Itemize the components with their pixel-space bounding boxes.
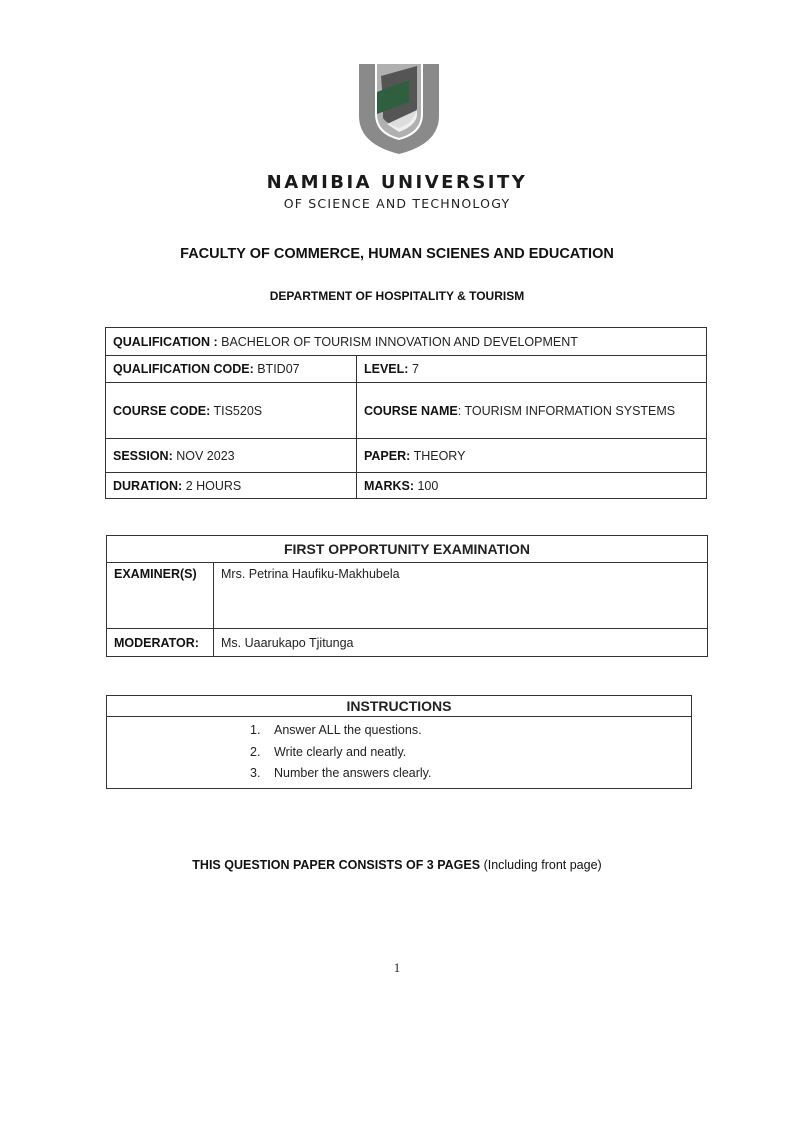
department-heading: DEPARTMENT OF HOSPITALITY & TOURISM xyxy=(269,289,525,303)
session-label: SESSION: xyxy=(113,448,173,463)
qualification-value: BACHELOR OF TOURISM INNOVATION AND DEVELOPMENT xyxy=(221,334,578,349)
instruction-item: 3. Number the answers clearly. xyxy=(250,766,432,780)
moderator-value: Ms. Uaarukapo Tjitunga xyxy=(214,629,708,657)
paper-value: THEORY xyxy=(413,448,466,463)
page-count-note xyxy=(0,858,794,872)
university-name: NAMIBIA UNIVERSITY xyxy=(266,172,528,193)
university-subtitle: OF SCIENCE AND TECHNOLOGY xyxy=(283,196,511,211)
level-label: LEVEL: xyxy=(364,362,409,376)
examiner-label: EXAMINER(S) xyxy=(107,563,214,629)
duration-value: 2 HOURS xyxy=(185,478,242,493)
page-number: 1 xyxy=(393,960,401,975)
course-name-cell xyxy=(357,383,707,439)
paper-cell xyxy=(357,439,707,473)
duration-cell xyxy=(106,473,357,499)
level-value: 7 xyxy=(411,362,419,376)
moderator-label: MODERATOR: xyxy=(107,629,214,657)
session-cell xyxy=(106,439,357,473)
qualification-code-cell xyxy=(106,356,357,383)
page-count-bold: THIS QUESTION PAPER CONSISTS OF 3 PAGES xyxy=(192,858,481,872)
course-code-cell xyxy=(106,383,357,439)
qualification-table xyxy=(105,327,707,499)
qualification-cell xyxy=(106,328,707,356)
course-name-label: COURSE NAME xyxy=(364,403,458,418)
marks-cell xyxy=(357,473,707,499)
examiner-value: Mrs. Petrina Haufiku-Makhubela xyxy=(214,563,708,629)
course-name-value: : TOURISM INFORMATION SYSTEMS xyxy=(457,403,676,418)
paper-label: PAPER: xyxy=(364,448,411,463)
faculty-heading: FACULTY OF COMMERCE, HUMAN SCIENES AND EDUCATION xyxy=(180,246,614,262)
university-logo xyxy=(357,62,441,156)
level-cell xyxy=(357,356,707,383)
instructions-title: INSTRUCTIONS xyxy=(107,696,692,717)
marks-label: MARKS: xyxy=(364,478,414,493)
exam-details-table xyxy=(106,535,708,657)
instructions-list xyxy=(107,717,691,788)
qualification-code-label: QUALIFICATION CODE: xyxy=(113,362,254,376)
session-value: NOV 2023 xyxy=(176,448,235,463)
qualification-label: QUALIFICATION : xyxy=(113,334,218,349)
course-code-value: TIS520S xyxy=(213,403,263,418)
instruction-item: 2. Write clearly and neatly. xyxy=(250,744,407,759)
instruction-item: 1. Answer ALL the questions. xyxy=(250,723,422,737)
instructions-table xyxy=(106,695,692,789)
page-count-normal: (Including front page) xyxy=(483,858,602,872)
course-code-label: COURSE CODE: xyxy=(113,403,211,418)
exam-title: FIRST OPPORTUNITY EXAMINATION xyxy=(107,536,708,563)
qualification-code-value: BTID07 xyxy=(257,362,300,376)
duration-label: DURATION: xyxy=(113,478,183,493)
marks-value: 100 xyxy=(417,478,439,493)
